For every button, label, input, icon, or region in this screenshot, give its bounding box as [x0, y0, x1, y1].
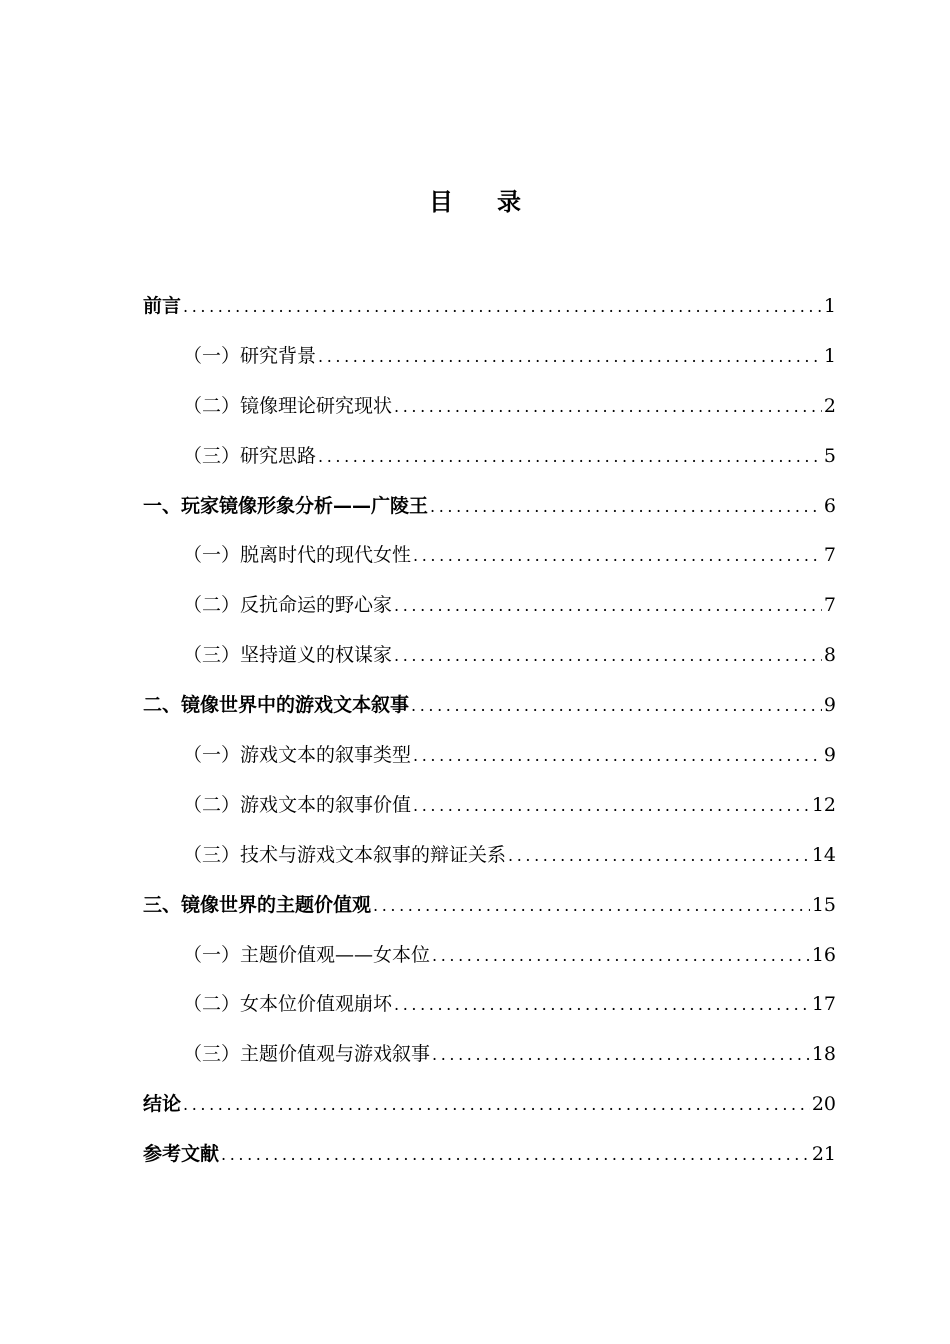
toc-entry-label: （一）脱离时代的现代女性: [183, 544, 412, 567]
toc-dot-leader: [430, 490, 822, 524]
toc-entry[interactable]: [143, 339, 836, 389]
toc-page-number: 20: [811, 1093, 836, 1116]
toc-entry[interactable]: [143, 638, 836, 688]
toc-entry[interactable]: [143, 588, 836, 638]
toc-dot-leader: [432, 939, 810, 973]
toc-entry-label: 三、镜像世界的主题价值观: [143, 893, 372, 916]
toc-page-number: 17: [811, 993, 836, 1016]
toc-dot-leader: [413, 739, 822, 773]
toc-entry-label: （一）主题价值观——女本位: [183, 943, 431, 966]
toc-entry-label: 前言: [143, 295, 182, 317]
toc-page-number: 8: [823, 644, 836, 667]
toc-page-number: 7: [823, 594, 836, 617]
page-title: 目录: [429, 188, 565, 217]
toc-dot-leader: [508, 839, 810, 873]
toc-entry-label: （三）技术与游戏文本叙事的辩证关系: [183, 843, 507, 866]
toc-page-number: 9: [823, 744, 836, 767]
toc-entry-label: （一）研究背景: [183, 344, 317, 367]
toc-dot-leader: [432, 1038, 810, 1072]
toc-page-number: 14: [811, 843, 836, 866]
toc-entry-label: （三）坚持道义的权谋家: [183, 644, 393, 667]
toc-entry[interactable]: [143, 389, 836, 439]
toc-dot-leader: [373, 889, 810, 923]
toc-entry-label: （二）游戏文本的叙事价值: [183, 793, 412, 816]
toc-entry[interactable]: [143, 938, 836, 988]
toc-entry[interactable]: [143, 987, 836, 1037]
toc-page-number: 15: [811, 893, 836, 916]
toc-entry[interactable]: [143, 788, 836, 838]
toc-entry-label: 结论: [143, 1093, 182, 1116]
toc-dot-leader: [411, 689, 822, 723]
toc-entry[interactable]: [143, 538, 836, 588]
toc-entry[interactable]: [143, 289, 836, 339]
toc-page-number: 5: [823, 444, 836, 467]
toc-entry-label: （三）主题价值观与游戏叙事: [183, 1043, 431, 1066]
toc-entry-label: （三）研究思路: [183, 444, 317, 467]
toc-entry[interactable]: [143, 1087, 836, 1137]
toc-dot-leader: [318, 340, 822, 374]
toc-entry-label: （一）游戏文本的叙事类型: [183, 744, 412, 767]
toc-page-number: 1: [823, 344, 836, 367]
toc-page-number: 1: [823, 295, 836, 317]
toc-entry[interactable]: [143, 439, 836, 489]
toc-dot-leader: [183, 1088, 810, 1122]
toc-dot-leader: [183, 290, 822, 324]
toc-dot-leader: [221, 1138, 810, 1172]
toc-page-number: 12: [811, 793, 836, 816]
toc-page-number: 7: [823, 544, 836, 567]
toc-page-number: 21: [811, 1143, 836, 1166]
toc-dot-leader: [394, 390, 822, 424]
toc-dot-leader: [413, 539, 822, 573]
toc-entry-label: （二）反抗命运的野心家: [183, 594, 393, 617]
toc-entry[interactable]: [143, 888, 836, 938]
toc-dot-leader: [394, 988, 810, 1022]
toc-entry-label: （二）女本位价值观崩坏: [183, 993, 393, 1016]
toc-entry-label: 一、玩家镜像形象分析——广陵王: [143, 494, 429, 517]
toc-entry-label: 二、镜像世界中的游戏文本叙事: [143, 694, 410, 717]
table-of-contents: [143, 289, 836, 1187]
toc-dot-leader: [318, 440, 822, 474]
toc-entry[interactable]: [143, 1037, 836, 1087]
toc-dot-leader: [394, 589, 822, 623]
toc-page-number: 2: [823, 394, 836, 417]
toc-page-number: 9: [823, 694, 836, 717]
toc-entry-label: 参考文献: [143, 1143, 220, 1166]
toc-page-number: 18: [811, 1043, 836, 1066]
toc-page-number: 6: [823, 494, 836, 517]
toc-dot-leader: [394, 639, 822, 673]
toc-entry[interactable]: [143, 738, 836, 788]
toc-entry[interactable]: [143, 688, 836, 738]
toc-entry[interactable]: [143, 838, 836, 888]
toc-page-number: 16: [811, 943, 836, 966]
toc-entry-label: （二）镜像理论研究现状: [183, 394, 393, 417]
toc-entry[interactable]: [143, 489, 836, 539]
toc-dot-leader: [413, 789, 810, 823]
toc-entry[interactable]: [143, 1137, 836, 1187]
